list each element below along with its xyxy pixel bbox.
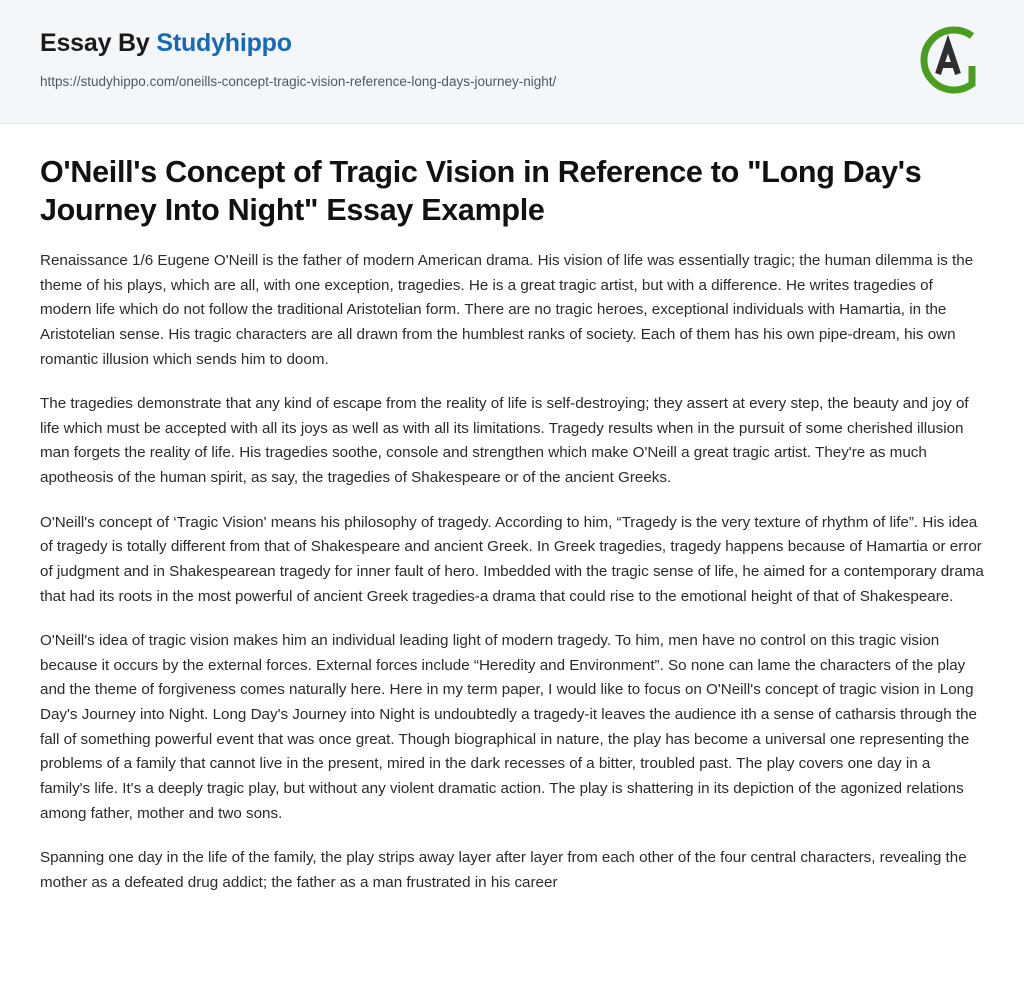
site-brand-suffix: Studyhippo — [156, 29, 292, 57]
source-url-link[interactable]: https://studyhippo.com/oneills-concept-tragic-vision-reference-long-days-journey-night/ — [40, 73, 557, 89]
paragraph: O'Neill's concept of ‘Tragic Vision' means his philosophy of tragedy. According to him, “Tragedy is the very texture of rhythm of life”. His idea of tragedy is totally different from that of Shakespeare and ancient Greek. In Greek tragedies, tragedy happens because of Hamartia or error of judgment and in Shakespearean tragedy for inner fault of hero. Imbedded with the tragic sense of life, he aimed for a contemporary drama that had its roots in the most powerful of ancient Greek tragedies-a drama that could rise to the emotional height of that of Shakespeare. — [40, 513, 984, 605]
page-header — [0, 0, 1024, 124]
paragraph: O'Neill's idea of tragic vision makes him an individual leading light of modern tragedy. To him, men have no control on this tragic vision because it occurs by the external forces. External forces include “Heredity and Environment”. So none can lame the characters of the play and the theme of forgiveness comes naturally here. Here in my term paper, I would like to focus on O'Neill's concept of tragic vision in Long Day's Journey into Night. Long Day's Journey into Night is undoubtedly a tragedy-it leaves the audience ith a sense of catharsis through the fall of something powerful event that was once great. Though biographical in nature, the play has become a universal one representing the problems of a family that cannot live in the present, mired in the dark recesses of a bitter, troubled past. The play covers one day in a family's life. It's a deeply tragic play, but without any violent dramatic action. The play is shattering in its depiction of the agonized relations among father, mother and two sons. — [40, 632, 978, 822]
site-brand-prefix: Essay By — [40, 29, 157, 57]
paragraph: Renaissance 1/6 Eugene O'Neill is the father of modern American drama. His vision of life was essentially tragic; the human dilemma is the theme of his plays, which are all, with one exception, tragedies. He is a great tragic artist, but with a difference. He writes tragedies of modern life which do not follow the traditional Aristotelian form. There are no tragic heroes, exceptional individuals with Hamartia, in the Aristotelian sense. His tragic characters are all drawn from the humblest ranks of society. Each of them has his own pipe-dream, his own romantic illusion which sends him to doom. — [40, 252, 974, 368]
letter-a-circle-logo-icon — [910, 22, 986, 98]
page-title: O'Neill's Concept of Tragic Vision in Reference to "Long Day's Journey Into Night" Essay Example — [40, 155, 922, 227]
article-body — [40, 249, 984, 895]
paragraph: The tragedies demonstrate that any kind of escape from the reality of life is self-destroying; they assert at every step, the beauty and joy of life which must be accepted with all its joys as well as with all its limitations. Tragedy results when in the pursuit of some cherished illusion man forgets the reality of life. His tragedies soothe, console and strengthen which make O'Neill a great tragic artist. They're as much apotheosis of the human spirit, as say, the tragedies of Shakespeare or of the ancient Greeks. — [40, 395, 969, 486]
paragraph: Spanning one day in the life of the family, the play strips away layer after layer from each other of the four central characters, revealing the mother as a defeated drug addict; the father as a man frustrated in his career — [40, 849, 967, 891]
article-container — [0, 124, 1024, 905]
site-brand — [40, 30, 984, 58]
